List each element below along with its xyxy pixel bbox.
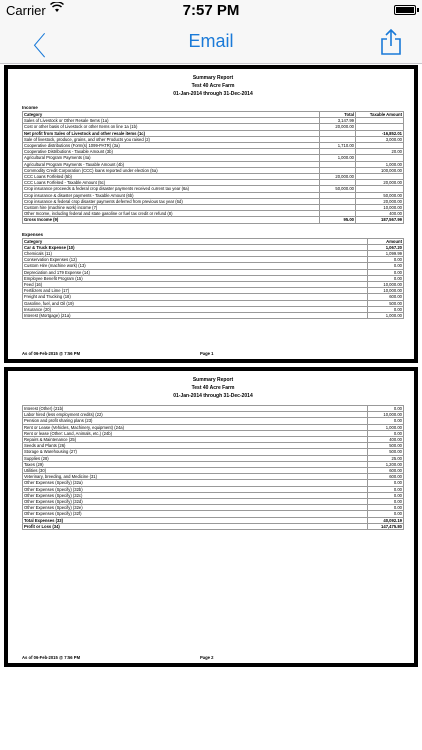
table-cell: 0.00 <box>368 275 404 281</box>
report-page-1 <box>4 65 418 363</box>
col-header: Amount <box>368 238 404 244</box>
table-cell: 10,000.00 <box>368 288 404 294</box>
nav-title: Email <box>188 31 234 51</box>
table-cell: Storage & Warehousing (27) <box>23 449 368 455</box>
table-cell: Other Expenses (Specify) (32f) <box>23 511 368 517</box>
table-cell: 3,147.99 <box>320 118 356 124</box>
col-header: Category <box>23 238 368 244</box>
table-cell: 0.00 <box>368 406 404 412</box>
table-cell: Cooperative distributions (Form(s) 1099-PATR) (3a) <box>23 143 320 149</box>
table-cell: 0.00 <box>368 480 404 486</box>
table-cell: 1,000.00 <box>356 161 404 167</box>
table-cell: 0.00 <box>368 418 404 424</box>
table-cell: Freight and Trucking (18) <box>23 294 368 300</box>
table-cell: 0.00 <box>368 306 404 312</box>
share-icon[interactable] <box>380 28 402 56</box>
table-cell: Feed (16) <box>23 282 368 288</box>
report-title: Summary Report <box>192 75 234 81</box>
table-cell: 400.00 <box>356 211 404 217</box>
table-cell: Total Expenses (33) <box>23 517 368 523</box>
table-cell: 20,000.00 <box>356 180 404 186</box>
table-cell: Profit or Loss (34) <box>23 523 368 529</box>
table-cell: Car & Truck Expense (10) <box>23 244 368 250</box>
table-cell: Other Expenses (Specify) (32a) <box>23 480 368 486</box>
table-cell: Other Income, including federal and state gasoline or fuel tax credit or refund (8) <box>23 211 320 217</box>
table-cell: Commodity Credit Corporation (CCC) loans reported under election (5a) <box>23 167 320 173</box>
table-cell: 10,000.00 <box>356 205 404 211</box>
clock: 7:57 PM <box>182 2 240 19</box>
table-cell: 40,092.19 <box>368 517 404 523</box>
table-cell: Insurance (20) <box>23 306 368 312</box>
table-cell: Veterinary, breeding, and Medicine (31) <box>23 474 368 480</box>
report-farm: Test 40 Acre Farm <box>191 385 235 391</box>
footer-page-number: Page 1 <box>200 351 214 356</box>
table-cell: 0.00 <box>368 505 404 511</box>
table-cell: Sales of Livestock or Other Resale Items (1a) <box>23 118 320 124</box>
table-cell: CCC Loans Forfeited (5b) <box>23 174 320 180</box>
table-cell: 1,000.00 <box>368 424 404 430</box>
table-cell: 20,000.00 <box>320 124 356 130</box>
table-cell: Gross Income (9) <box>23 217 320 223</box>
expenses-table <box>22 238 404 320</box>
table-cell: 500.00 <box>368 449 404 455</box>
table-cell: 500.00 <box>368 300 404 306</box>
table-cell: 0.00 <box>368 269 404 275</box>
table-cell: 600.00 <box>368 474 404 480</box>
report-page-2 <box>4 367 418 667</box>
battery-tip <box>417 8 419 12</box>
back-button[interactable]: 〈 <box>20 32 47 62</box>
table-cell: 1,200.00 <box>368 461 404 467</box>
table-cell: Conservation Expenses (12) <box>23 257 368 263</box>
income-table <box>22 111 404 224</box>
table-cell: 0.00 <box>368 499 404 505</box>
table-cell: Fertilizers and Lime (17) <box>23 288 368 294</box>
table-cell: Supplies (28) <box>23 455 368 461</box>
report-title: Summary Report <box>192 377 234 383</box>
table-cell: Rent or lease (Other: Land, Animals, etc.) (24b) <box>23 430 368 436</box>
table-cell: Other Expenses (Specify) (32b) <box>23 486 368 492</box>
table-cell: 1,710.00 <box>320 143 356 149</box>
table-cell: Other Expenses (Specify) (32c) <box>23 492 368 498</box>
table-cell: Custom Hire (machine work) (13) <box>23 263 368 269</box>
table-cell: Custom hire (machine work) income (7) <box>23 205 320 211</box>
table-cell: Chemicals (11) <box>23 251 368 257</box>
table-row <box>23 523 404 529</box>
table-row <box>23 313 404 319</box>
table-cell: 600.00 <box>368 468 404 474</box>
table-cell: 0.00 <box>368 492 404 498</box>
status-bar <box>0 0 422 20</box>
table-cell: Labor hired (less employment credits) (22) <box>23 412 368 418</box>
table-cell: 10,000.00 <box>368 282 404 288</box>
report-farm: Test 40 Acre Farm <box>191 83 235 89</box>
nav-bar <box>0 20 422 64</box>
table-cell: Cooperative Distributions - Taxable Amount (3b) <box>23 149 320 155</box>
table-cell: Utilities (30) <box>23 468 368 474</box>
footer-timestamp: As of 06-Feb-2015 @ 7:56 PM <box>22 351 81 356</box>
report-period: 01-Jan-2014 through 31-Dec-2014 <box>173 393 253 399</box>
table-cell: 600.00 <box>368 294 404 300</box>
table-cell: 95.00 <box>320 217 356 223</box>
gross-income-row <box>23 217 404 223</box>
table-cell: 1,067.20 <box>368 244 404 250</box>
table-cell: 0.00 <box>368 486 404 492</box>
table-cell: 20.00 <box>356 149 404 155</box>
table-cell: Gasoline, fuel, and Oil (19) <box>23 300 368 306</box>
table-cell: 0.00 <box>368 263 404 269</box>
table-cell: Taxes (29) <box>23 461 368 467</box>
table-cell: Cost or other basis of Livestock or other Items on line 1a (1b) <box>23 124 320 130</box>
table-cell: Other Expenses (Specify) (32e) <box>23 505 368 511</box>
table-cell: Interest (Mortgage) (21a) <box>23 313 368 319</box>
table-cell: Pension and profit sharing plans (23) <box>23 418 368 424</box>
table-cell: Depreciation and 179 Expense (14) <box>23 269 368 275</box>
table-cell: 20,000.00 <box>320 174 356 180</box>
table-cell: 1,099.99 <box>368 251 404 257</box>
table-cell: CCC Loans Forfeited - Taxable Amount (5c) <box>23 180 320 186</box>
col-header: Taxable Amount <box>356 112 404 118</box>
table-cell: Repairs & Maintenance (25) <box>23 437 368 443</box>
table-cell: 0.00 <box>368 430 404 436</box>
table-cell: 25.00 <box>368 455 404 461</box>
document-viewer[interactable] <box>0 65 422 750</box>
table-cell: Net profit from Sales of Livestock and other resale items (1c) <box>23 130 320 136</box>
col-header: Category <box>23 112 320 118</box>
expenses-table-continued <box>22 405 404 530</box>
table-cell: 50,000.00 <box>320 186 356 192</box>
income-section-label: Income <box>22 105 38 110</box>
table-cell: Sale of livestock, produce, grains, and other Products you raised (2) <box>23 136 320 142</box>
table-cell: Agricultural Program Payments (4a) <box>23 155 320 161</box>
table-cell: Agricultural Program Payments - Taxable Amount (4b) <box>23 161 320 167</box>
table-cell: Interest (Other) (21b) <box>23 406 368 412</box>
table-cell: 0.00 <box>368 511 404 517</box>
table-cell: 1,000.00 <box>368 313 404 319</box>
table-cell: 187,567.99 <box>356 217 404 223</box>
table-cell: -16,852.01 <box>356 130 404 136</box>
table-cell: Seeds and Plants (26) <box>23 443 368 449</box>
table-cell: 50,000.00 <box>356 192 404 198</box>
col-header: Total <box>320 112 356 118</box>
table-cell: 0.00 <box>368 257 404 263</box>
carrier-label: Carrier <box>6 3 46 18</box>
table-cell: 20,000.00 <box>356 198 404 204</box>
footer-timestamp: As of 06-Feb-2015 @ 7:56 PM <box>22 655 81 660</box>
table-cell: 10,000.00 <box>368 412 404 418</box>
table-cell: Crop insurance & disaster payments - Taxable Amount (6b) <box>23 192 320 198</box>
table-cell: 400.00 <box>368 437 404 443</box>
expenses-section-label: Expenses <box>22 231 44 237</box>
battery-icon <box>394 5 416 15</box>
table-cell: 500.00 <box>368 443 404 449</box>
footer-page-number: Page 2 <box>200 655 214 660</box>
table-cell: 3,000.00 <box>356 136 404 142</box>
table-cell: Crop insurance & federal crop disaster payments deferred from previous tax year (6d) <box>23 198 320 204</box>
table-cell: 147,475.80 <box>368 523 404 529</box>
table-cell: Crop insurance proceeds & federal crop disaster payments received current tax year (6a) <box>23 186 320 192</box>
table-cell: Other Expenses (Specify) (32d) <box>23 499 368 505</box>
report-period: 01-Jan-2014 through 31-Dec-2014 <box>173 91 253 97</box>
table-cell: 1,000.00 <box>320 155 356 161</box>
table-cell: 100,000.00 <box>356 167 404 173</box>
table-cell: Employee Benefit Program (15) <box>23 275 368 281</box>
table-cell: Rent or Lease (Vehicles, Machinery, equipment) (24a) <box>23 424 368 430</box>
